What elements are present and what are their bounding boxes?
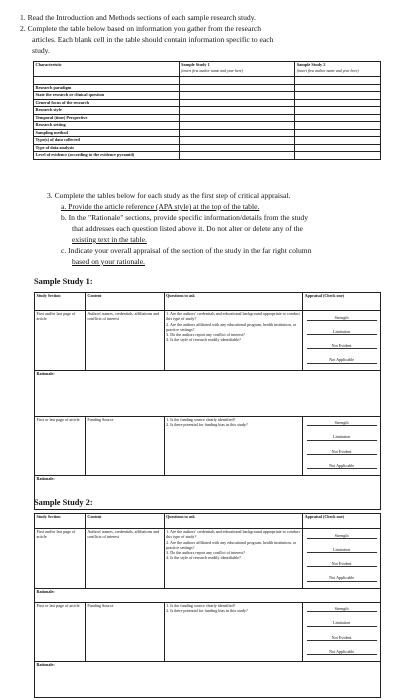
questions-cell (164, 602, 303, 662)
not-evident-option[interactable]: Not Evident (307, 633, 377, 641)
instruction-3b-cont-a: that addresses each question listed above it. Do not alter or delete any of the (72, 224, 303, 233)
strength-option[interactable]: Strength (307, 313, 377, 321)
study1-cell[interactable] (179, 99, 295, 107)
study2-cell[interactable] (295, 114, 381, 122)
rationale-field[interactable] (35, 370, 381, 416)
question: 4. Is the style of research readily identifiable? (166, 337, 241, 343)
study2-cell[interactable] (295, 152, 381, 160)
instruction-3: 3. Complete the tables below for each study as the first step of critical appraisal. (47, 191, 291, 200)
study1-cell[interactable] (179, 129, 295, 137)
rationale-field[interactable] (35, 588, 381, 602)
section-cell: First or last page of article (35, 416, 86, 476)
questions-header: Questions to ask (164, 514, 303, 529)
row-label: Sampling method (34, 129, 180, 137)
table-row (34, 92, 381, 100)
not-applicable-option[interactable]: Not Applicable (307, 647, 377, 655)
question: 1. Is the funding source clearly identified? (166, 416, 236, 422)
question: 2. Is there potential for funding bias in this study? (166, 607, 248, 613)
rationale-label: Rationale: (36, 476, 55, 482)
table-row (34, 129, 381, 137)
appraisal-options (303, 529, 381, 589)
study1-cell[interactable] (179, 107, 295, 115)
questions-cell (164, 529, 303, 589)
question: 3. Do the authors report any conflict of interest? (166, 332, 245, 338)
not-evident-option[interactable]: Not Evident (307, 341, 377, 349)
study2-cell[interactable] (295, 84, 381, 92)
content-header: Content (85, 514, 164, 529)
sample-study-1-table (34, 292, 381, 510)
row-label: Temporal (time) Perspective (34, 114, 180, 122)
content-header: Content (85, 293, 164, 311)
study2-cell[interactable] (295, 129, 381, 137)
limitation-option[interactable]: Limitation (307, 618, 377, 626)
question: 4. Is the style of research readily identifiable? (166, 555, 241, 561)
study2-header: Sample Study 2 (insert first author name and year here) (295, 62, 381, 77)
study1-cell[interactable] (179, 84, 295, 92)
content-cell: Funding Source (85, 602, 164, 662)
appraisal-options (303, 311, 381, 371)
question: 2. Is there potential for funding bias in this study? (166, 421, 248, 427)
instruction-3b-cont-b: existing text in the table. (72, 235, 147, 244)
question: 3. Do the authors report any conflict of interest? (166, 550, 245, 556)
study1-cell[interactable] (179, 92, 295, 100)
study1-cell[interactable] (179, 144, 295, 152)
questions-header: Questions to ask (164, 293, 303, 311)
limitation-option[interactable]: Limitation (307, 327, 377, 335)
not-evident-option[interactable]: Not Evident (307, 559, 377, 567)
study1-cell[interactable] (179, 152, 295, 160)
study1-cell[interactable] (179, 137, 295, 145)
sample-study-2-title: Sample Study 2: (34, 498, 93, 507)
instruction-2-cont-b: study. (32, 46, 50, 55)
study-section-header: Study Section (35, 514, 86, 529)
study2-cell[interactable] (295, 144, 381, 152)
not-applicable-option[interactable]: Not Applicable (307, 573, 377, 581)
questions-cell (164, 416, 303, 476)
content-cell: Funding Source (85, 416, 164, 476)
instruction-1: 1. Read the Introduction and Methods sections of each sample research study. (20, 13, 256, 22)
appraisal-header: Appraisal (Check one) (303, 293, 381, 311)
table-row (34, 122, 381, 130)
instruction-3c-cont: based on your rationale. (72, 257, 145, 266)
study-section-header: Study Section (35, 293, 86, 311)
table-row (34, 107, 381, 115)
study1-header: Sample Study 1 (insert first author name and year here) (179, 62, 295, 77)
table-row (34, 144, 381, 152)
table-row (34, 114, 381, 122)
sample-study-1-title: Sample Study 1: (34, 277, 93, 286)
table-row (34, 99, 381, 107)
study2-cell[interactable] (295, 99, 381, 107)
rationale-label: Rationale: (36, 662, 55, 668)
row-label: Type of data analysis (34, 144, 180, 152)
appraisal-options (303, 416, 381, 476)
strength-option[interactable]: Strength (307, 604, 377, 612)
study2-cell[interactable] (295, 122, 381, 130)
content-cell: Authors' names, credentials, affiliations and conflicts of interest (85, 311, 164, 371)
not-applicable-option[interactable]: Not Applicable (307, 355, 377, 363)
instruction-3a: a. Provide the article reference (APA style) at the top of the table. (61, 202, 260, 211)
instruction-2: 2. Complete the table below based on information you gather from the research (20, 24, 262, 33)
section-cell: First or last page of article (35, 602, 86, 662)
appraisal-options (303, 602, 381, 662)
characteristic-header: Characteristic (34, 62, 180, 77)
question: 1. Are the authors' credentials and educational background appropriate to conduct this type of study? (166, 529, 300, 540)
characteristics-table (33, 61, 381, 160)
instruction-2-cont-a: articles. Each blank cell in the table should contain information specific to each (32, 35, 274, 44)
section-cell: First and/or last page of article (35, 529, 86, 589)
rationale-label: Rationale: (36, 370, 55, 376)
not-evident-option[interactable]: Not Evident (307, 447, 377, 455)
table-row (34, 137, 381, 145)
instruction-3b: b. In the "Rationale" sections, provide specific information/details from the study (61, 213, 309, 222)
limitation-option[interactable]: Limitation (307, 432, 377, 440)
question: 1. Is the funding source clearly identified? (166, 602, 236, 608)
content-cell: Authors' names, credentials, affiliations and conflicts of interest (85, 529, 164, 589)
strength-option[interactable]: Strength (307, 418, 377, 426)
rationale-field[interactable] (35, 662, 381, 698)
appraisal-header: Appraisal (Check one) (303, 514, 381, 529)
row-label: Type(s) of data collected (34, 137, 180, 145)
table-row (34, 152, 381, 160)
section-cell: First and/or last page of article (35, 311, 86, 371)
rationale-label: Rationale: (36, 588, 55, 594)
study1-cell[interactable] (179, 122, 295, 130)
row-label: Research paradigm (34, 84, 180, 92)
questions-cell (164, 311, 303, 371)
question: 1. Are the authors' credentials and educational background appropriate to conduct this type of study? (166, 311, 300, 322)
sample-study-2-table (34, 513, 381, 698)
instruction-3c: c. Indicate your overall appraisal of the section of the study in the far right column (61, 246, 312, 255)
row-label: General focus of the research (34, 99, 180, 107)
row-label: Level of evidence (according to the evidence pyramid) (34, 152, 180, 160)
table-row (34, 84, 381, 92)
study2-cell[interactable] (295, 92, 381, 100)
row-label: Research style (34, 107, 180, 115)
not-applicable-option[interactable]: Not Applicable (307, 461, 377, 469)
study2-cell[interactable] (295, 107, 381, 115)
strength-option[interactable]: Strength (307, 531, 377, 539)
row-label: Research setting (34, 122, 180, 130)
study1-cell[interactable] (179, 114, 295, 122)
limitation-option[interactable]: Limitation (307, 545, 377, 553)
study2-cell[interactable] (295, 137, 381, 145)
row-label: State the research or clinical question (34, 92, 180, 100)
question: 2. Are the authors affiliated with any educational program, health institution, or practice settings? (166, 321, 297, 332)
question: 2. Are the authors affiliated with any educational program, health institution, or practice settings? (166, 539, 297, 550)
